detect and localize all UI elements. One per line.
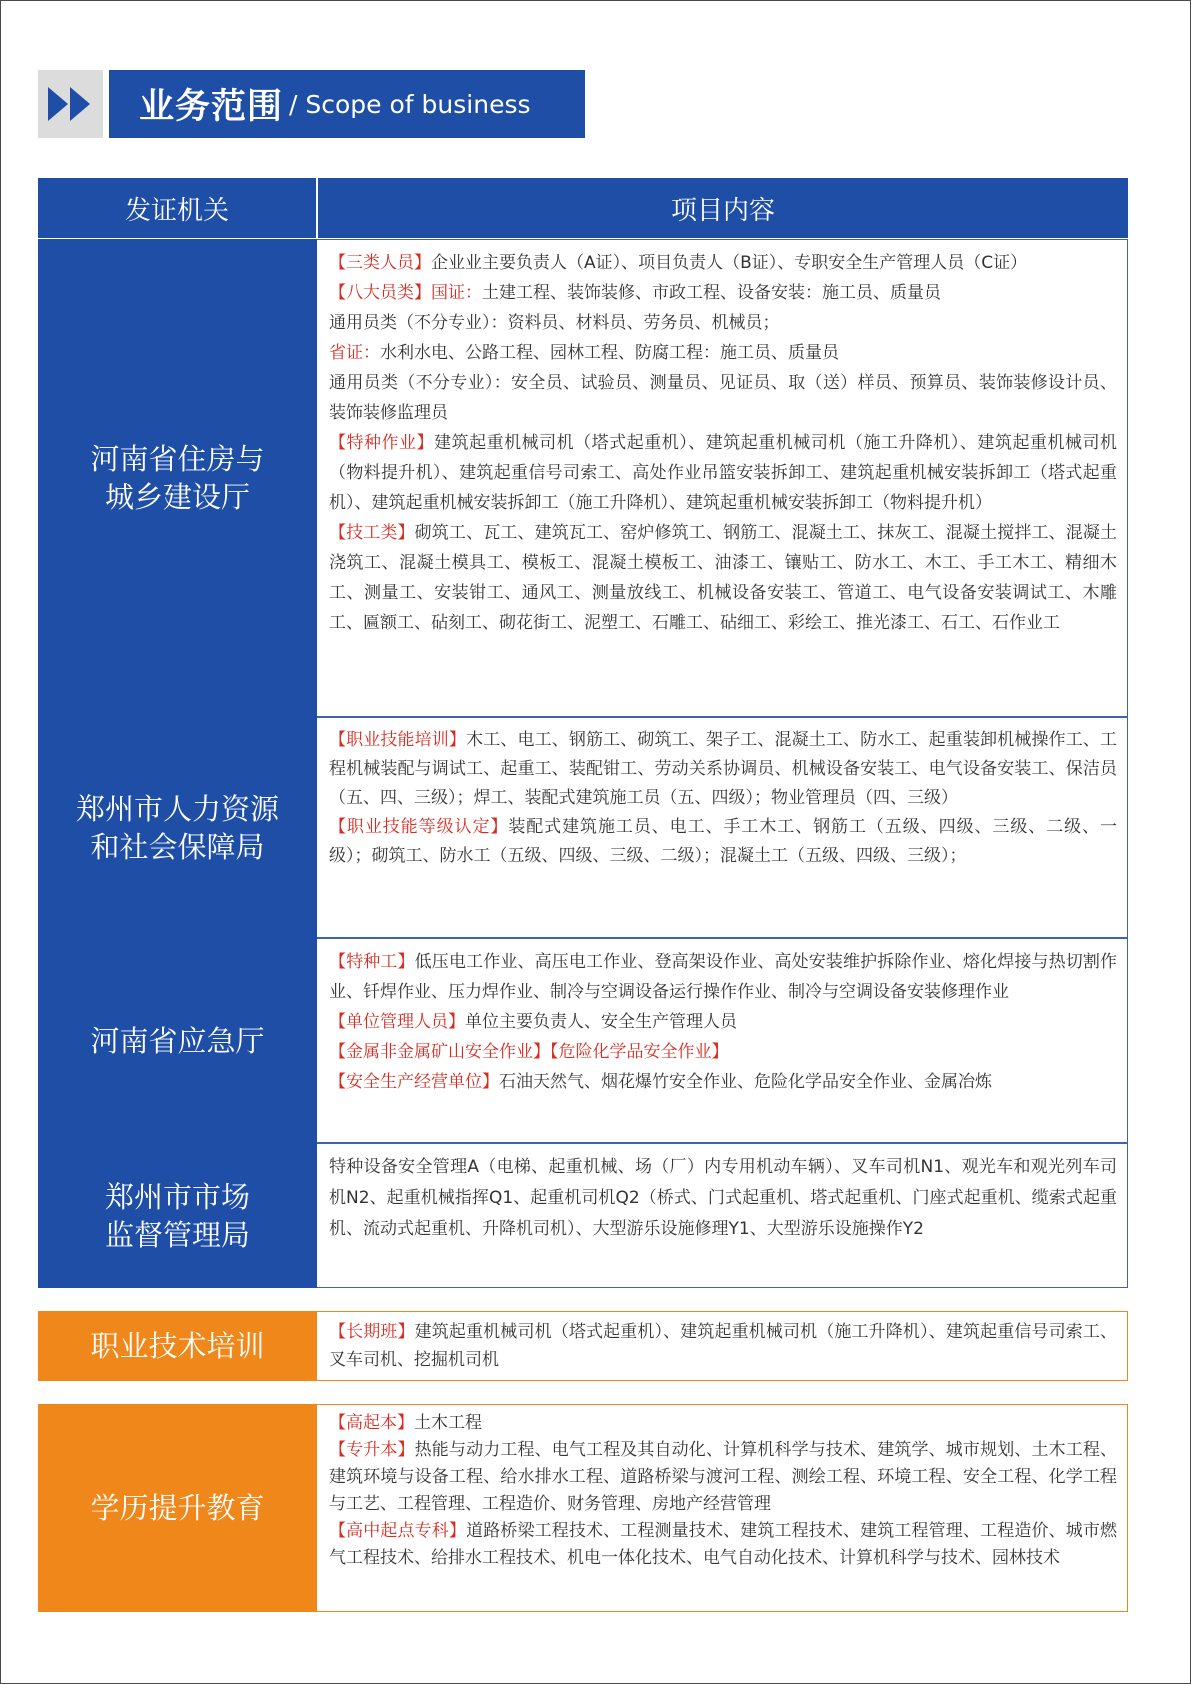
content-item: 【专升本】热能与动力工程、电气工程及其自动化、计算机科学与技术、建筑学、城市规划、土木工程、建筑环境与设备工程、给水排水工程、道路桥梁与渡河工程、测绘工程、环境工程、安全工程、化学工程与工艺、工程管理、工程造价、财务管理、房地产经营管理 [329,1440,1118,1514]
authority-cell [38,938,317,1143]
content-item: 【特种作业】建筑起重机械司机（塔式起重机）、建筑起重机械司机（施工升降机）、建筑起重机械司机（物料提升机）、建筑起重信号司索工、高处作业吊篮安装拆卸工、建筑起重机械安装拆卸工（塔式起重机）、建筑起重机械安装拆卸工（施工升降机）、建筑起重机械安装拆卸工（物料提升机） [329,433,1118,513]
authority-line: 郑州市市场 [104,1179,250,1214]
authority-line: 监督管理局 [104,1217,250,1252]
content-item: 省证：水利水电、公路工程、园林工程、防腐工程：施工员、质量员 [329,343,839,363]
content-cell [317,239,1128,717]
category-cell [38,1404,317,1612]
content-cell [317,1311,1128,1381]
category-label: 学历提升教育 [90,1491,265,1525]
content-item: 通用员类（不分专业）：资料员、材料员、劳务员、机械员； [329,313,780,333]
content-item: 【安全生产经营单位】石油天然气、烟花爆竹安全作业、危险化学品安全作业、金属冶炼 [329,1072,992,1092]
content-item: 【高起本】土木工程 [329,1413,482,1433]
title-zh: 业务范围 [139,87,284,127]
authority-cell [38,239,317,717]
content-cell [317,1143,1128,1288]
category-cell [38,1311,317,1381]
content-cell [317,938,1128,1143]
content-item: 特种设备安全管理A（电梯、起重机械、场（厂）内专用机动车辆）、叉车司机N1、观光车和观光列车司机N2、起重机械指挥Q1、起重机司机Q2（桥式、门式起重机、塔式起重机、门座式起重机、缆索式起重机、流动式起重机、升降机司机）、大型游乐设施修理Y1、大型游乐设施操作Y2 [329,1157,1117,1239]
title-en: / Scope of business [289,89,531,119]
content-item: 【长期班】建筑起重机械司机（塔式起重机）、建筑起重机械司机（施工升降机）、建筑起重信号司索工、叉车司机、挖掘机司机 [329,1322,1118,1370]
authority-line: 河南省应急厅 [90,1023,265,1058]
content-item: 通用员类（不分专业）：安全员、试验员、测量员、见证员、取（送）样员、预算员、装饰装修设计员、装饰装修监理员 [329,373,1117,423]
content-item: 【技工类】砌筑工、瓦工、建筑瓦工、窑炉修筑工、钢筋工、混凝土工、抹灰工、混凝土搅拌工、混凝土浇筑工、混凝土模具工、模板工、混凝土模板工、油漆工、镶贴工、防水工、木工、手工木工、精细木工、测量工、安装钳工、通风工、测量放线工、机械设备安装工、管道工、电气设备安装调试工、木雕工、匾额工、砧刻工、砌花街工、泥塑工、石雕工、砧细工、彩绘工、推光漆工、石工、石作业工 [329,523,1118,633]
content-item: 【八大员类】国证：土建工程、装饰装修、市政工程、设备安装：施工员、质量员 [329,283,941,303]
content-item: 【高中起点专科】道路桥梁工程技术、工程测量技术、建筑工程技术、建筑工程管理、工程造价、城市燃气工程技术、给排水工程技术、机电一体化技术、电气自动化技术、计算机科学与技术、园林技术 [329,1521,1118,1568]
column-header-content: 项目内容 [318,178,1128,238]
content-cell [317,1404,1128,1612]
section-title [109,70,585,138]
authority-line: 郑州市人力资源 [75,791,279,826]
column-header-authority: 发证机关 [38,178,316,238]
content-item: 【三类人员】企业业主要负责人（A证）、项目负责人（B证）、专职安全生产管理人员（C证） [329,253,1028,273]
content-item: 【单位管理人员】单位主要负责人、安全生产管理人员 [329,1012,737,1032]
authority-line: 河南省住房与 [90,442,265,476]
content-item: 【特种工】低压电工作业、高压电工作业、登高架设作业、高处安装维护拆除作业、熔化焊接与热切割作业、钎焊作业、压力焊作业、制冷与空调设备运行操作作业、制冷与空调设备安装修理作业 [329,952,1118,1002]
authority-line: 城乡建设厅 [104,480,250,514]
authority-line: 和社会保障局 [90,829,265,864]
authority-cell [38,1143,317,1288]
content-item: 【职业技能培训】木工、电工、钢筋工、砌筑工、架子工、混凝土工、防水工、起重装卸机械操作工、工程机械装配与调试工、起重工、装配钳工、劳动关系协调员、机械设备安装工、电气设备安装工、保洁员（五、四、三级）；焊工、装配式建筑施工员（五、四级）；物业管理员（四、三级） [329,730,1118,808]
authority-cell [38,717,317,938]
double-arrow-icon [38,70,103,138]
content-item: 【职业技能等级认定】装配式建筑施工员、电工、手工木工、钢筋工（五级、四级、三级、二级、一级）；砌筑工、防水工（五级、四级、三级、二级）；混凝土工（五级、四级、三级）； [329,817,1118,866]
content-item: 【金属非金属矿山安全作业】【危险化学品安全作业】 [329,1042,729,1062]
category-label: 职业技术培训 [90,1329,265,1363]
content-cell [317,717,1128,938]
